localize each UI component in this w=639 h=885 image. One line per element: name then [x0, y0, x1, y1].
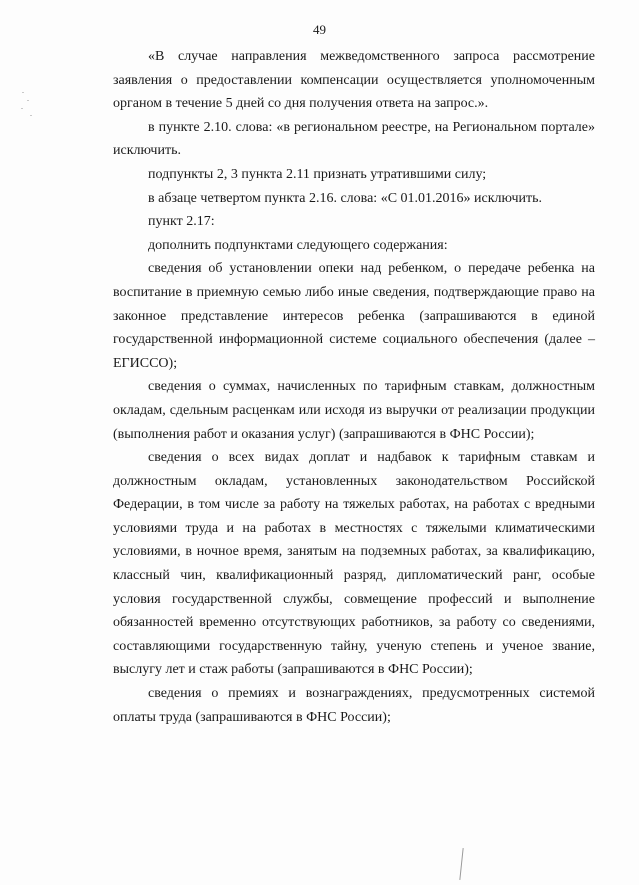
- paragraph: подпункты 2, 3 пункта 2.11 признать утратившими силу;: [148, 166, 487, 182]
- paragraph: сведения о всех видах доплат и надбавок к тарифным ставкам и должностным окладам, установленных законодательством Российской Федерации, в том числе за работу на тяжелых работах, на работах с вредными условиями труда и на работах в местностях с тяжелыми климатическими условиями, в ночное время, занятым на подземных работах, за квалификацию, классный чин, квалификационный разряд, дипломатический ранг, особые условия государственной службы, совмещение профессий и выполнение обязанностей временно отсутствующих работников, за работу со сведениями, составляющими государственную тайну, ученую степень и ученое звание, выслугу лет и стаж работы (запрашиваются в ФНС России);: [113, 450, 595, 678]
- paragraph: дополнить подпунктами следующего содержания:: [148, 237, 448, 253]
- paragraph: сведения об установлении опеки над ребенком, о передаче ребенка на воспитание в приемную семью либо иные сведения, подтверждающие право на законное представление интересов ребенка (запрашиваются в единой государственной информационной системе социального обеспечения (далее – ЕГИССО);: [113, 261, 595, 371]
- page-number: 49: [313, 22, 326, 37]
- scan-speck: [22, 92, 24, 93]
- paragraph: в пункте 2.10. слова: «в региональном реестре, на Региональном портале» исключить.: [113, 119, 595, 159]
- paragraph: «В случае направления межведомственного запроса рассмотрение заявления о предоставлении компенсации осуществляется уполномоченным органом в течение 5 дней со дня получения ответа на запрос.».: [113, 49, 595, 112]
- document-body: [113, 45, 595, 729]
- paragraph: сведения о премиях и вознаграждениях, предусмотренных системой оплаты труда (запрашиваются в ФНС России);: [113, 686, 595, 725]
- scan-stroke: [459, 848, 463, 880]
- scan-speck: [30, 115, 32, 116]
- scan-speck: [27, 100, 29, 101]
- scan-speck: [21, 108, 23, 109]
- paragraph: сведения о суммах, начисленных по тарифным ставкам, должностным окладам, сдельным расценкам или исходя из выручки от реализации продукции (выполнения работ и оказания услуг) (запрашиваются в ФНС России);: [113, 379, 595, 442]
- paragraph: в абзаце четвертом пункта 2.16. слова: «С 01.01.2016» исключить.: [148, 190, 542, 206]
- paragraph: пункт 2.17:: [148, 214, 215, 230]
